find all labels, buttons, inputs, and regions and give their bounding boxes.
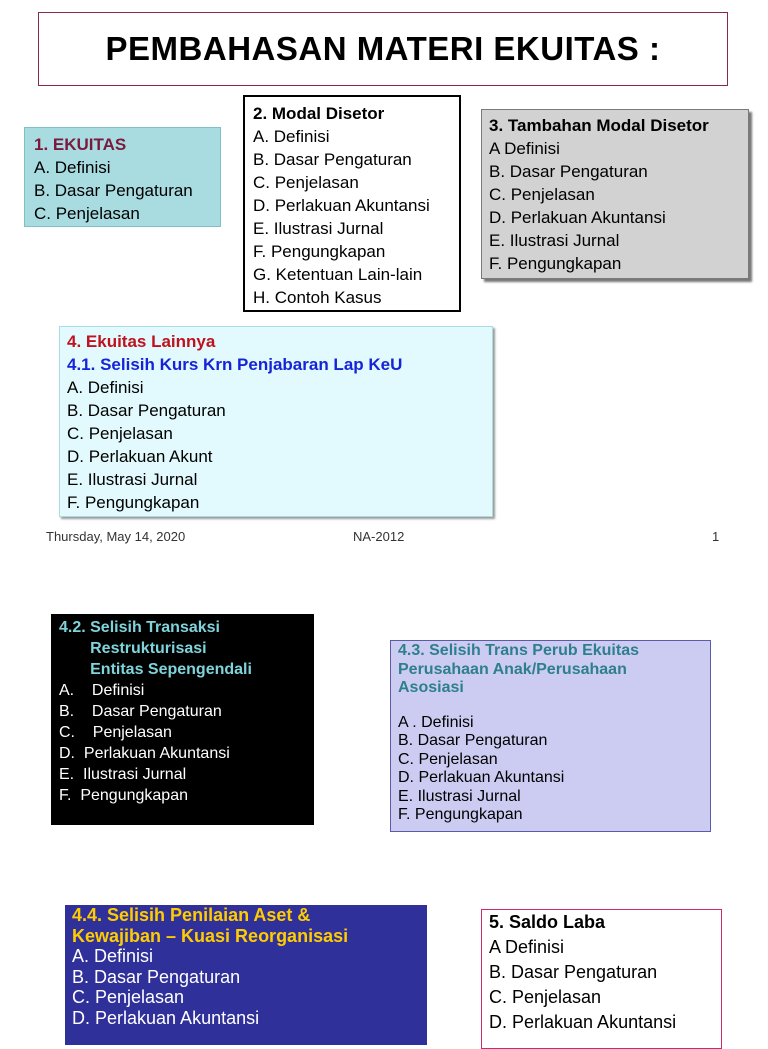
list-item: A. Definisi (34, 158, 111, 177)
list-item: F. Pengungkapan (67, 493, 200, 512)
list-item: A. Definisi (67, 378, 144, 397)
box-heading: 5. Saldo Laba (489, 912, 606, 932)
list-item: F. Pengungkapan (253, 242, 386, 261)
box-heading: 4.4. Selisih Penilaian Aset & (72, 905, 311, 925)
box-subheading: 4.1. Selisih Kurs Krn Penjabaran Lap KeU (67, 355, 403, 374)
footer-date: Thursday, May 14, 2020 (46, 529, 186, 544)
list-item: F. Pengungkapan (398, 806, 523, 823)
list-item: A. Definisi (59, 682, 145, 699)
list-item: E. Ilustrasi Jurnal (67, 470, 198, 489)
list-item: A Definisi (489, 139, 560, 158)
list-item: D. Perlakuan Akuntansi (253, 196, 430, 215)
list-item: C. Penjelasan (59, 724, 172, 741)
saldo-laba-box (481, 909, 722, 1049)
title-box (38, 12, 728, 86)
box-heading: 1. EKUITAS (34, 135, 127, 154)
box-heading: 2. Modal Disetor (253, 104, 385, 123)
list-item: B. Dasar Pengaturan (34, 181, 193, 200)
slide-2 (0, 560, 768, 1032)
box-heading: 4. Ekuitas Lainnya (67, 332, 216, 351)
list-item: D. Perlakuan Akuntansi (72, 1007, 260, 1028)
box-heading: 4.3. Selisih Trans Perub Ekuitas (398, 642, 639, 659)
box-heading: 3. Tambahan Modal Disetor (489, 116, 709, 135)
modal-disetor-box (243, 95, 461, 312)
list-item: D. Perlakuan Akuntansi (489, 208, 666, 227)
list-item: E. Ilustrasi Jurnal (398, 787, 521, 805)
box-heading: Perusahaan Anak/Perusahaan (398, 660, 627, 678)
tambahan-modal-disetor-box (481, 109, 749, 279)
ekuitas-box (24, 127, 221, 227)
page-number: 1 (712, 529, 720, 544)
list-item: B. Dasar Pengaturan (72, 966, 241, 987)
list-item: D. Perlakuan Akuntansi (489, 1012, 677, 1032)
slide-title: PEMBAHASAN MATERI EKUITAS : (105, 30, 661, 67)
list-item: A . Definisi (398, 713, 474, 731)
list-item: A. Definisi (253, 127, 330, 146)
list-item: F. Pengungkapan (59, 787, 188, 804)
list-item: C. Penjelasan (67, 424, 173, 443)
selisih-penilaian-aset-box (65, 905, 427, 1045)
box-heading: Asosiasi (398, 679, 464, 696)
list-item: B. Dasar Pengaturan (253, 150, 412, 169)
list-item: A Definisi (489, 937, 565, 957)
selisih-perubahan-ekuitas-box (390, 640, 711, 832)
box-heading: Restrukturisasi (59, 640, 207, 657)
list-item: B. Dasar Pengaturan (67, 401, 226, 420)
list-item: B. Dasar Pengaturan (398, 732, 548, 749)
ekuitas-lainnya-box (59, 326, 493, 517)
selisih-restrukturisasi-box (51, 614, 314, 825)
list-item: D. Perlakuan Akunt (67, 447, 213, 466)
list-item: A. Definisi (72, 946, 154, 966)
box-heading: Kewajiban – Kuasi Reorganisasi (72, 925, 349, 946)
list-item: D. Perlakuan Akuntansi (59, 745, 230, 762)
list-item: D. Perlakuan Akuntansi (398, 769, 565, 786)
footer-code: NA-2012 (353, 529, 405, 544)
list-item: C. Penjelasan (253, 173, 359, 192)
list-item: F. Pengungkapan (489, 254, 622, 273)
list-item: E. Ilustrasi Jurnal (489, 231, 620, 250)
list-item: C. Penjelasan (398, 750, 498, 768)
list-item: B. Dasar Pengaturan (489, 162, 648, 181)
list-item: H. Contoh Kasus (253, 288, 382, 307)
list-item: E. Ilustrasi Jurnal (253, 219, 384, 238)
list-item: E. Ilustrasi Jurnal (59, 766, 187, 783)
list-item: B. Dasar Pengaturan (489, 962, 658, 982)
list-item: C. Penjelasan (489, 987, 602, 1007)
list-item: C. Penjelasan (34, 204, 140, 223)
list-item: B. Dasar Pengaturan (59, 703, 222, 720)
list-item: C. Penjelasan (489, 185, 595, 204)
list-item: C. Penjelasan (72, 987, 185, 1007)
list-item: G. Ketentuan Lain-lain (253, 265, 423, 284)
box-heading: 4.2. Selisih Transaksi (59, 619, 220, 636)
box-heading: Entitas Sepengendali (59, 661, 252, 678)
